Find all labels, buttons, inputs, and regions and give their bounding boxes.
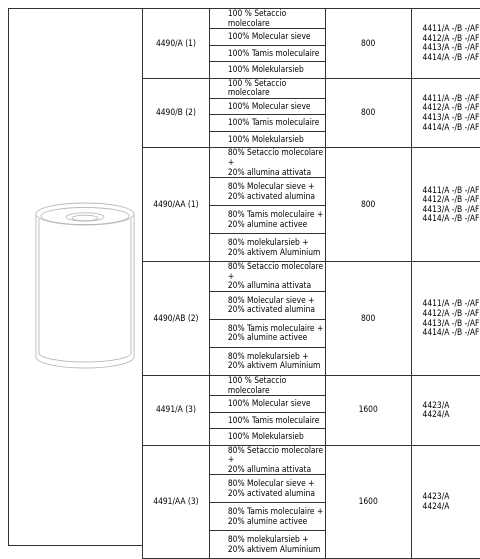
housing-code: 4412/A -/B -/AF <box>423 195 480 205</box>
media-description: 100% Molekularsieb <box>209 62 325 79</box>
filter-cartridge-image-cell <box>8 8 142 546</box>
flow-value: 800 <box>325 78 411 148</box>
media-description: 100% Tamis moleculaire <box>209 115 325 132</box>
media-description-line: 80% molekularsieb + <box>228 535 325 545</box>
media-description-line: 20% activated alumina <box>228 489 325 499</box>
media-description-line: 20% activated alumina <box>228 192 325 202</box>
media-description <box>209 347 325 375</box>
housing-code: 4414/A -/B -/AF <box>423 214 480 224</box>
housing-code: 4411/A -/B -/AF <box>423 24 480 34</box>
media-description-line: 80% molekularsieb + <box>228 352 325 362</box>
flow-value: 800 <box>325 148 411 262</box>
media-description-line: 20% activated alumina <box>228 305 325 315</box>
housing-code: 4423/A <box>423 401 480 411</box>
media-description: 100 % Setaccio molecolare <box>209 78 325 98</box>
media-description: 100% Tamis moleculaire <box>209 45 325 62</box>
media-description <box>209 234 325 262</box>
housing-code: 4411/A -/B -/AF <box>423 186 480 196</box>
compatible-housings <box>411 262 480 376</box>
media-description-line: 20% allumina attivata <box>228 168 325 178</box>
media-description <box>209 206 325 234</box>
media-description-line: 80% Molecular sieve + <box>228 296 325 306</box>
media-description <box>209 445 325 475</box>
media-description-line: 80% Molecular sieve + <box>228 479 325 489</box>
media-description <box>209 291 325 319</box>
housing-code: 4413/A -/B -/AF <box>423 319 480 329</box>
product-code: 4490/AB (2) <box>143 262 210 376</box>
media-description <box>209 503 325 531</box>
media-description: 100% Molekularsieb <box>209 131 325 148</box>
table-row <box>143 262 480 292</box>
product-code: 4490/B (2) <box>143 78 210 148</box>
media-description <box>209 262 325 292</box>
filter-spec-table <box>142 8 480 559</box>
media-description-line: 20% aktivem Aluminium <box>228 361 325 371</box>
housing-code: 4414/A -/B -/AF <box>423 53 480 63</box>
housing-code: 4413/A -/B -/AF <box>423 113 480 123</box>
housing-code: 4412/A -/B -/AF <box>423 103 480 113</box>
media-description: 100% Molekularsieb <box>209 429 325 446</box>
housing-code: 4423/A <box>423 492 480 502</box>
media-description-line: 20% alumine activee <box>228 333 325 343</box>
media-description-line: 20% aktivem Aluminium <box>228 248 325 258</box>
media-description-line: 20% allumina attivata <box>228 465 325 475</box>
media-description-line: 20% allumina attivata <box>228 281 325 291</box>
table-row <box>143 78 480 98</box>
media-description: 100% Molecular sieve <box>209 29 325 46</box>
compatible-housings <box>411 445 480 559</box>
housing-code: 4424/A <box>423 502 480 512</box>
table-row <box>143 9 480 29</box>
media-description <box>209 148 325 178</box>
media-description: 100 % Setaccio molecolare <box>209 375 325 395</box>
media-description-line: 80% Setaccio molecolare + <box>228 148 325 167</box>
housing-code: 4424/A <box>423 410 480 420</box>
compatible-housings <box>411 9 480 79</box>
filter-cartridge-drawing <box>9 9 143 547</box>
product-code: 4491/AA (3) <box>143 445 210 559</box>
product-code: 4490/A (1) <box>143 9 210 79</box>
media-description <box>209 319 325 347</box>
media-description-line: 80% Setaccio molecolare + <box>228 262 325 281</box>
housing-code: 4413/A -/B -/AF <box>423 205 480 215</box>
media-description-line: 80% Setaccio molecolare + <box>228 446 325 465</box>
media-description-line: 80% molekularsieb + <box>228 238 325 248</box>
product-code: 4491/A (3) <box>143 375 210 445</box>
compatible-housings <box>411 375 480 445</box>
flow-value: 1600 <box>325 375 411 445</box>
media-description-line: 20% aktivem Aluminium <box>228 545 325 555</box>
media-description-line: 80% Tamis moleculaire + <box>228 210 325 220</box>
media-description-line: 80% Molecular sieve + <box>228 182 325 192</box>
media-description-line: 20% alumine activee <box>228 220 325 230</box>
product-code: 4490/AA (1) <box>143 148 210 262</box>
table-row <box>143 148 480 178</box>
table-row <box>143 375 480 395</box>
table-row <box>143 445 480 475</box>
media-description: 100% Molecular sieve <box>209 396 325 413</box>
media-description-line: 80% Tamis moleculaire + <box>228 324 325 334</box>
flow-value: 800 <box>325 9 411 79</box>
housing-code: 4411/A -/B -/AF <box>423 94 480 104</box>
media-description: 100% Tamis moleculaire <box>209 412 325 429</box>
flow-value: 800 <box>325 262 411 376</box>
media-description: 100% Molecular sieve <box>209 98 325 115</box>
housing-code: 4414/A -/B -/AF <box>423 123 480 133</box>
housing-code: 4411/A -/B -/AF <box>423 299 480 309</box>
flow-value: 1600 <box>325 445 411 559</box>
table-body <box>143 9 480 559</box>
compatible-housings <box>411 78 480 148</box>
media-description <box>209 178 325 206</box>
media-description <box>209 475 325 503</box>
housing-code: 4412/A -/B -/AF <box>423 34 480 44</box>
housing-code: 4412/A -/B -/AF <box>423 309 480 319</box>
media-description-line: 80% Tamis moleculaire + <box>228 507 325 517</box>
housing-code: 4414/A -/B -/AF <box>423 328 480 338</box>
media-description: 100 % Setaccio molecolare <box>209 9 325 29</box>
housing-code: 4413/A -/B -/AF <box>423 43 480 53</box>
media-description-line: 20% alumine activee <box>228 517 325 527</box>
compatible-housings <box>411 148 480 262</box>
